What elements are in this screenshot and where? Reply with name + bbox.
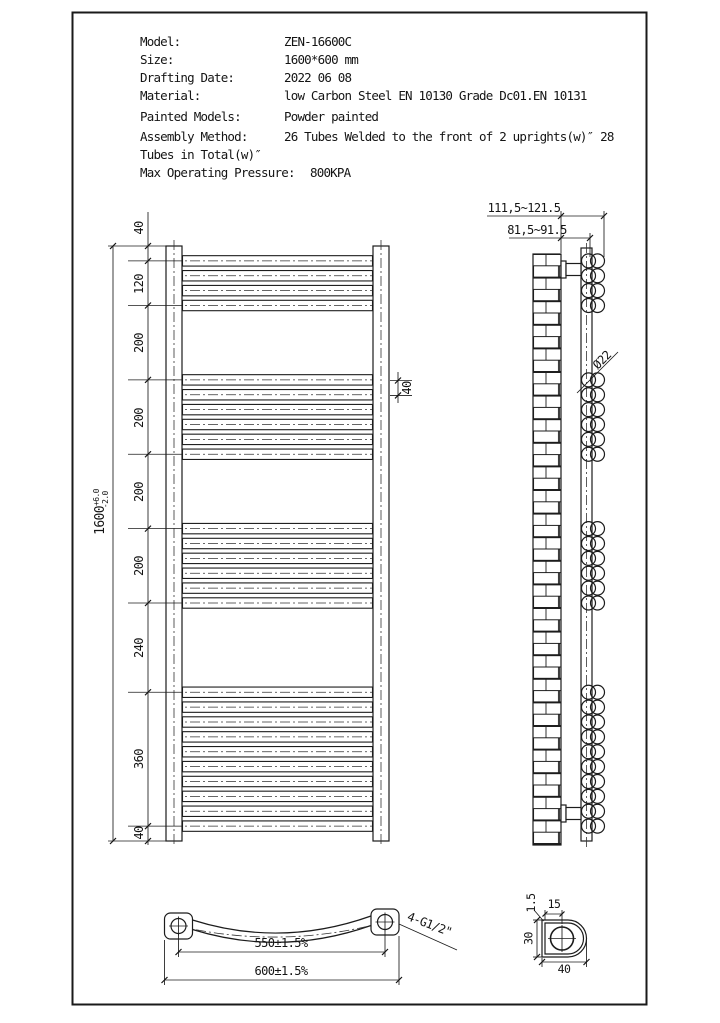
bottom-bracket-barrel	[566, 808, 581, 820]
top-bracket-flange	[561, 261, 566, 278]
spec-label: Drafting Date:	[140, 70, 235, 85]
dim-label: 240	[132, 638, 146, 658]
spec-value: 2022 06 08	[284, 70, 352, 85]
spec-label: Material:	[140, 88, 201, 103]
spec-value: Powder painted	[284, 109, 379, 124]
spec-label: Assembly Method:	[140, 129, 248, 144]
spec-label: Painted Models:	[140, 109, 241, 124]
spec-value: low Carbon Steel EN 10130 Grade Dc01.EN 10131	[284, 88, 587, 103]
wall-offset-outer-label: 111,5~121.5	[487, 201, 561, 215]
spec-label-continuation: Tubes in Total(w)″	[140, 147, 262, 162]
dim-label: 120	[132, 274, 146, 294]
overall-dim-label: $1600^{+6.0}-2.0$	[92, 489, 110, 535]
dim-label: 360	[132, 749, 146, 769]
spec-value: 800KPA	[310, 165, 351, 180]
wall-offset-center-label: 81,5~91.5	[507, 223, 567, 237]
pitch-dim-label: 40	[400, 381, 414, 395]
width-label: 40	[557, 962, 571, 976]
wall-thickness-label: 1.5	[524, 893, 538, 913]
fitting-label: 4-G1/2"	[405, 909, 454, 940]
spec-label: Size:	[140, 52, 174, 67]
spec-label: Model:	[140, 34, 181, 49]
dim-label: 200	[132, 482, 146, 502]
centers-dim-label: 550±1.5%	[254, 936, 308, 950]
spec-value: 1600*600 mm	[284, 52, 358, 67]
wall-brick-hatch	[533, 254, 561, 845]
dim-label: 200	[132, 333, 146, 353]
top-bracket-barrel	[566, 264, 581, 276]
bottom-bracket-flange	[561, 805, 566, 822]
dim-label: 200	[132, 408, 146, 428]
dim-label: 40	[132, 826, 146, 840]
spec-value: ZEN-16600C	[284, 34, 352, 49]
overall-width-dim-label: 600±1.5%	[254, 964, 308, 978]
depth-label: 30	[521, 932, 536, 945]
tube-diameter-label: Ø22	[590, 348, 614, 372]
dim-label: 40	[132, 221, 146, 235]
dim-label: 200	[132, 556, 146, 576]
tube-offset-label: 15	[547, 897, 561, 911]
spec-label: Max Operating Pressure:	[140, 165, 295, 180]
spec-value: 26 Tubes Welded to the front of 2 uprights(w)″ 28	[284, 129, 614, 144]
